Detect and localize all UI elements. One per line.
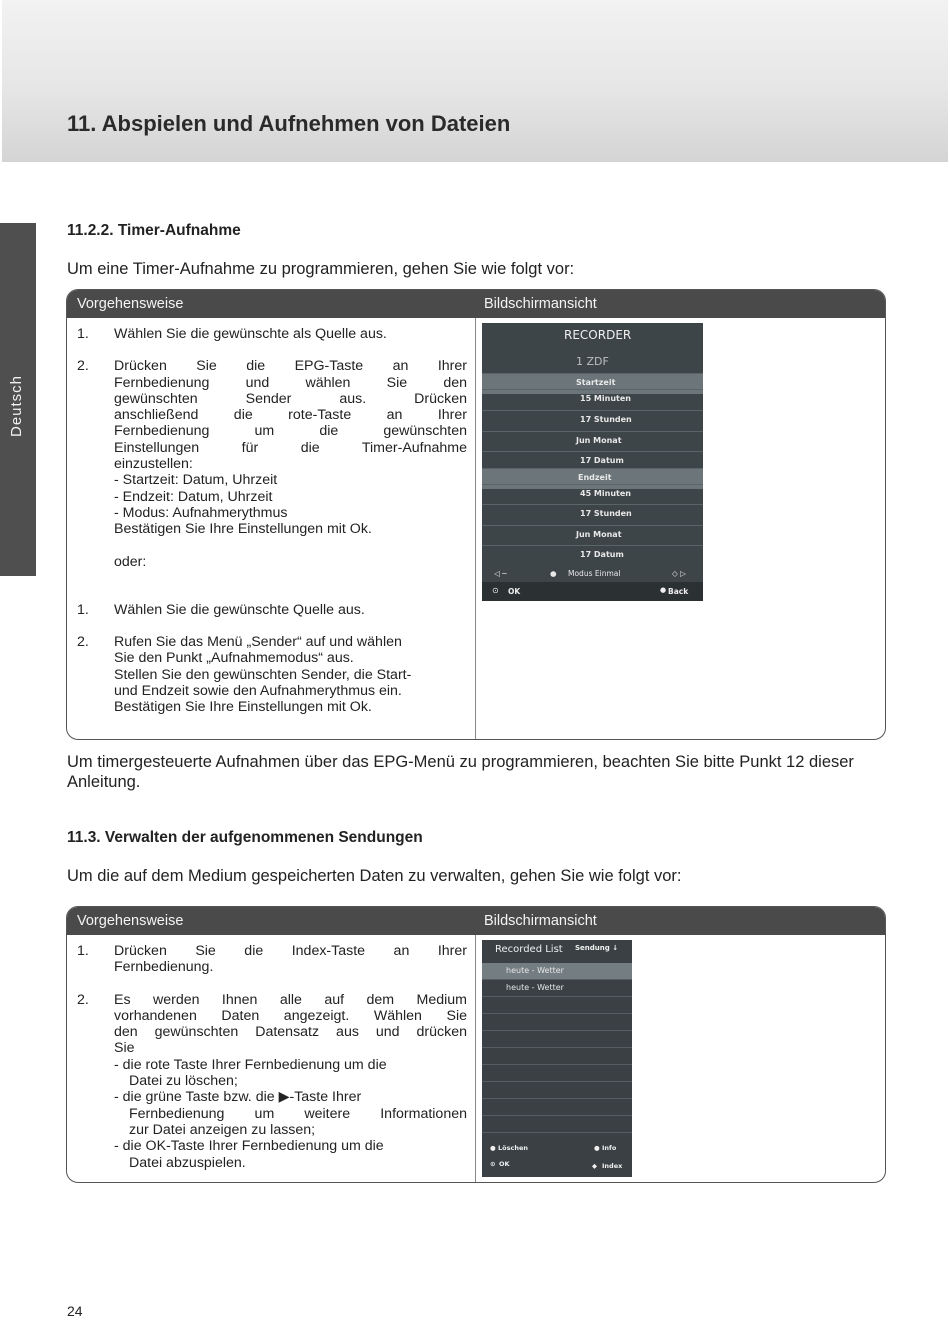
arrow-right-icon: ◇ ▷ bbox=[672, 569, 686, 578]
steps-list bbox=[77, 943, 467, 1183]
step-item: 1. Wählen Sie die gewünschte Quelle aus. bbox=[77, 601, 365, 618]
steps-list bbox=[77, 326, 467, 732]
delete-icon: ● bbox=[490, 1144, 496, 1152]
col-procedure: Vorgehensweise bbox=[77, 296, 184, 312]
recorder-mode: Modus Einmal bbox=[568, 569, 621, 578]
recorder-row: Jun Monat bbox=[482, 431, 703, 452]
recorder-title: RECORDER bbox=[564, 328, 632, 342]
recorder-row: Jun Monat bbox=[482, 525, 703, 546]
arrow-left-icon: ◁ ─ bbox=[494, 569, 507, 578]
chapter-title: 11. Abspielen und Aufnehmen von Dateien bbox=[67, 111, 511, 136]
recorder-screenshot bbox=[482, 323, 703, 601]
back-icon: ● bbox=[660, 586, 667, 594]
ok-label: OK bbox=[499, 1160, 510, 1168]
step-item: 2. Rufen Sie das Menü „Sender“ auf und wählen Sie den Punkt „Aufnahmemodus“ aus. Stellen Sie den gewünschten Sender, die Start- und Endzeit sowie den Aufnahmerythmus ein. Bestätigen Sie Ihre Einstellungen mit Ok. bbox=[77, 634, 412, 716]
recorder-footer bbox=[482, 582, 703, 601]
procedure-table-manage bbox=[66, 906, 886, 1183]
list-item: heute - Wetter bbox=[482, 963, 632, 980]
list-item: heute - Wetter bbox=[482, 980, 632, 997]
info-icon: ● bbox=[594, 1144, 600, 1152]
alternative-label: oder: bbox=[114, 553, 147, 570]
ok-icon: ⊙ bbox=[492, 586, 499, 595]
header-band bbox=[2, 0, 948, 162]
epg-note: Um timergesteuerte Aufnahmen über das EPG-Menü zu programmieren, beachten Sie bitte Punkt 12 dieser Anleitung. bbox=[67, 753, 854, 791]
col-procedure: Vorgehensweise bbox=[77, 913, 184, 929]
step-item: 2. Es werden Ihnen alle auf dem Medium vorhandenen Daten angezeigt. Wählen Sie den gewünschten Datensatz aus und drücken Sie - die rote Taste Ihrer Fernbedienung um die Datei zu löschen; - die grüne Taste bzw. die ▶-Taste Ihrer Fernbedienung um weitere Informationen zur Datei anzeigen zu lassen; - die OK-Taste Ihrer Fernbedienung um die Datei abzuspielen. bbox=[77, 991, 467, 1171]
section-heading-timer: 11.2.2. Timer-Aufnahme bbox=[67, 222, 241, 239]
section-intro-timer: Um eine Timer-Aufnahme zu programmieren, gehen Sie wie folgt vor: bbox=[67, 260, 575, 278]
recorded-list-title: Recorded List bbox=[495, 944, 563, 955]
recorder-row: 45 Minuten bbox=[482, 484, 703, 505]
section-heading-manage: 11.3. Verwalten der aufgenommenen Sendungen bbox=[67, 829, 423, 846]
language-tab-label: Deutsch bbox=[8, 374, 25, 437]
table-header bbox=[67, 907, 885, 935]
back-label: Back bbox=[668, 587, 689, 596]
recorder-row: 15 Minuten bbox=[482, 389, 703, 410]
recorder-row: 17 Stunden bbox=[482, 504, 703, 525]
record-icon: ● bbox=[550, 569, 557, 578]
recorder-row: Endzeit bbox=[482, 468, 703, 489]
delete-label: Löschen bbox=[498, 1144, 528, 1152]
section-intro-manage: Um die auf dem Medium gespeicherten Daten zu verwalten, gehen Sie wie folgt vor: bbox=[67, 867, 682, 885]
page-number: 24 bbox=[67, 1303, 83, 1319]
col-screen: Bildschirmansicht bbox=[484, 296, 597, 312]
step-item: 1. Wählen Sie die gewünschte als Quelle aus. bbox=[77, 326, 387, 342]
step-item: 2. Drücken Sie die EPG-Taste an Ihrer Fernbedienung und wählen Sie den gewünschten Sender aus. Drücken anschließend die rote-Taste an Ihrer Fernbedienung um die gewünschten Einstellungen für die Timer-Aufnahme einzustellen: - Startzeit: Datum, Uhrzeit - Endzeit: Datum, Uhrzeit - Modus: Aufnahmerythmus Bestätigen Sie Ihre Einstellungen mit Ok. bbox=[77, 358, 467, 538]
recorder-row: 17 Datum bbox=[482, 545, 703, 566]
table-header bbox=[67, 290, 885, 318]
recorded-list-screenshot bbox=[482, 940, 632, 1177]
step-item: 1. Drücken Sie die Index-Taste an Ihrer Fernbedienung. bbox=[77, 943, 467, 976]
recorder-row: 17 Datum bbox=[482, 451, 703, 472]
recorder-row: 17 Stunden bbox=[482, 410, 703, 431]
ok-icon: ⊙ bbox=[490, 1160, 496, 1168]
column-divider bbox=[475, 318, 476, 739]
ok-label: OK bbox=[508, 587, 521, 596]
col-screen: Bildschirmansicht bbox=[484, 913, 597, 929]
index-icon: ◆ bbox=[592, 1162, 597, 1170]
procedure-table-timer bbox=[66, 289, 886, 740]
sort-badge: Sendung ↓ bbox=[575, 944, 619, 952]
info-label: Info bbox=[602, 1144, 617, 1152]
recorder-channel: 1 ZDF bbox=[576, 355, 609, 368]
recorder-row: Startzeit bbox=[482, 373, 703, 394]
index-label: Index bbox=[602, 1162, 623, 1170]
column-divider bbox=[475, 935, 476, 1182]
